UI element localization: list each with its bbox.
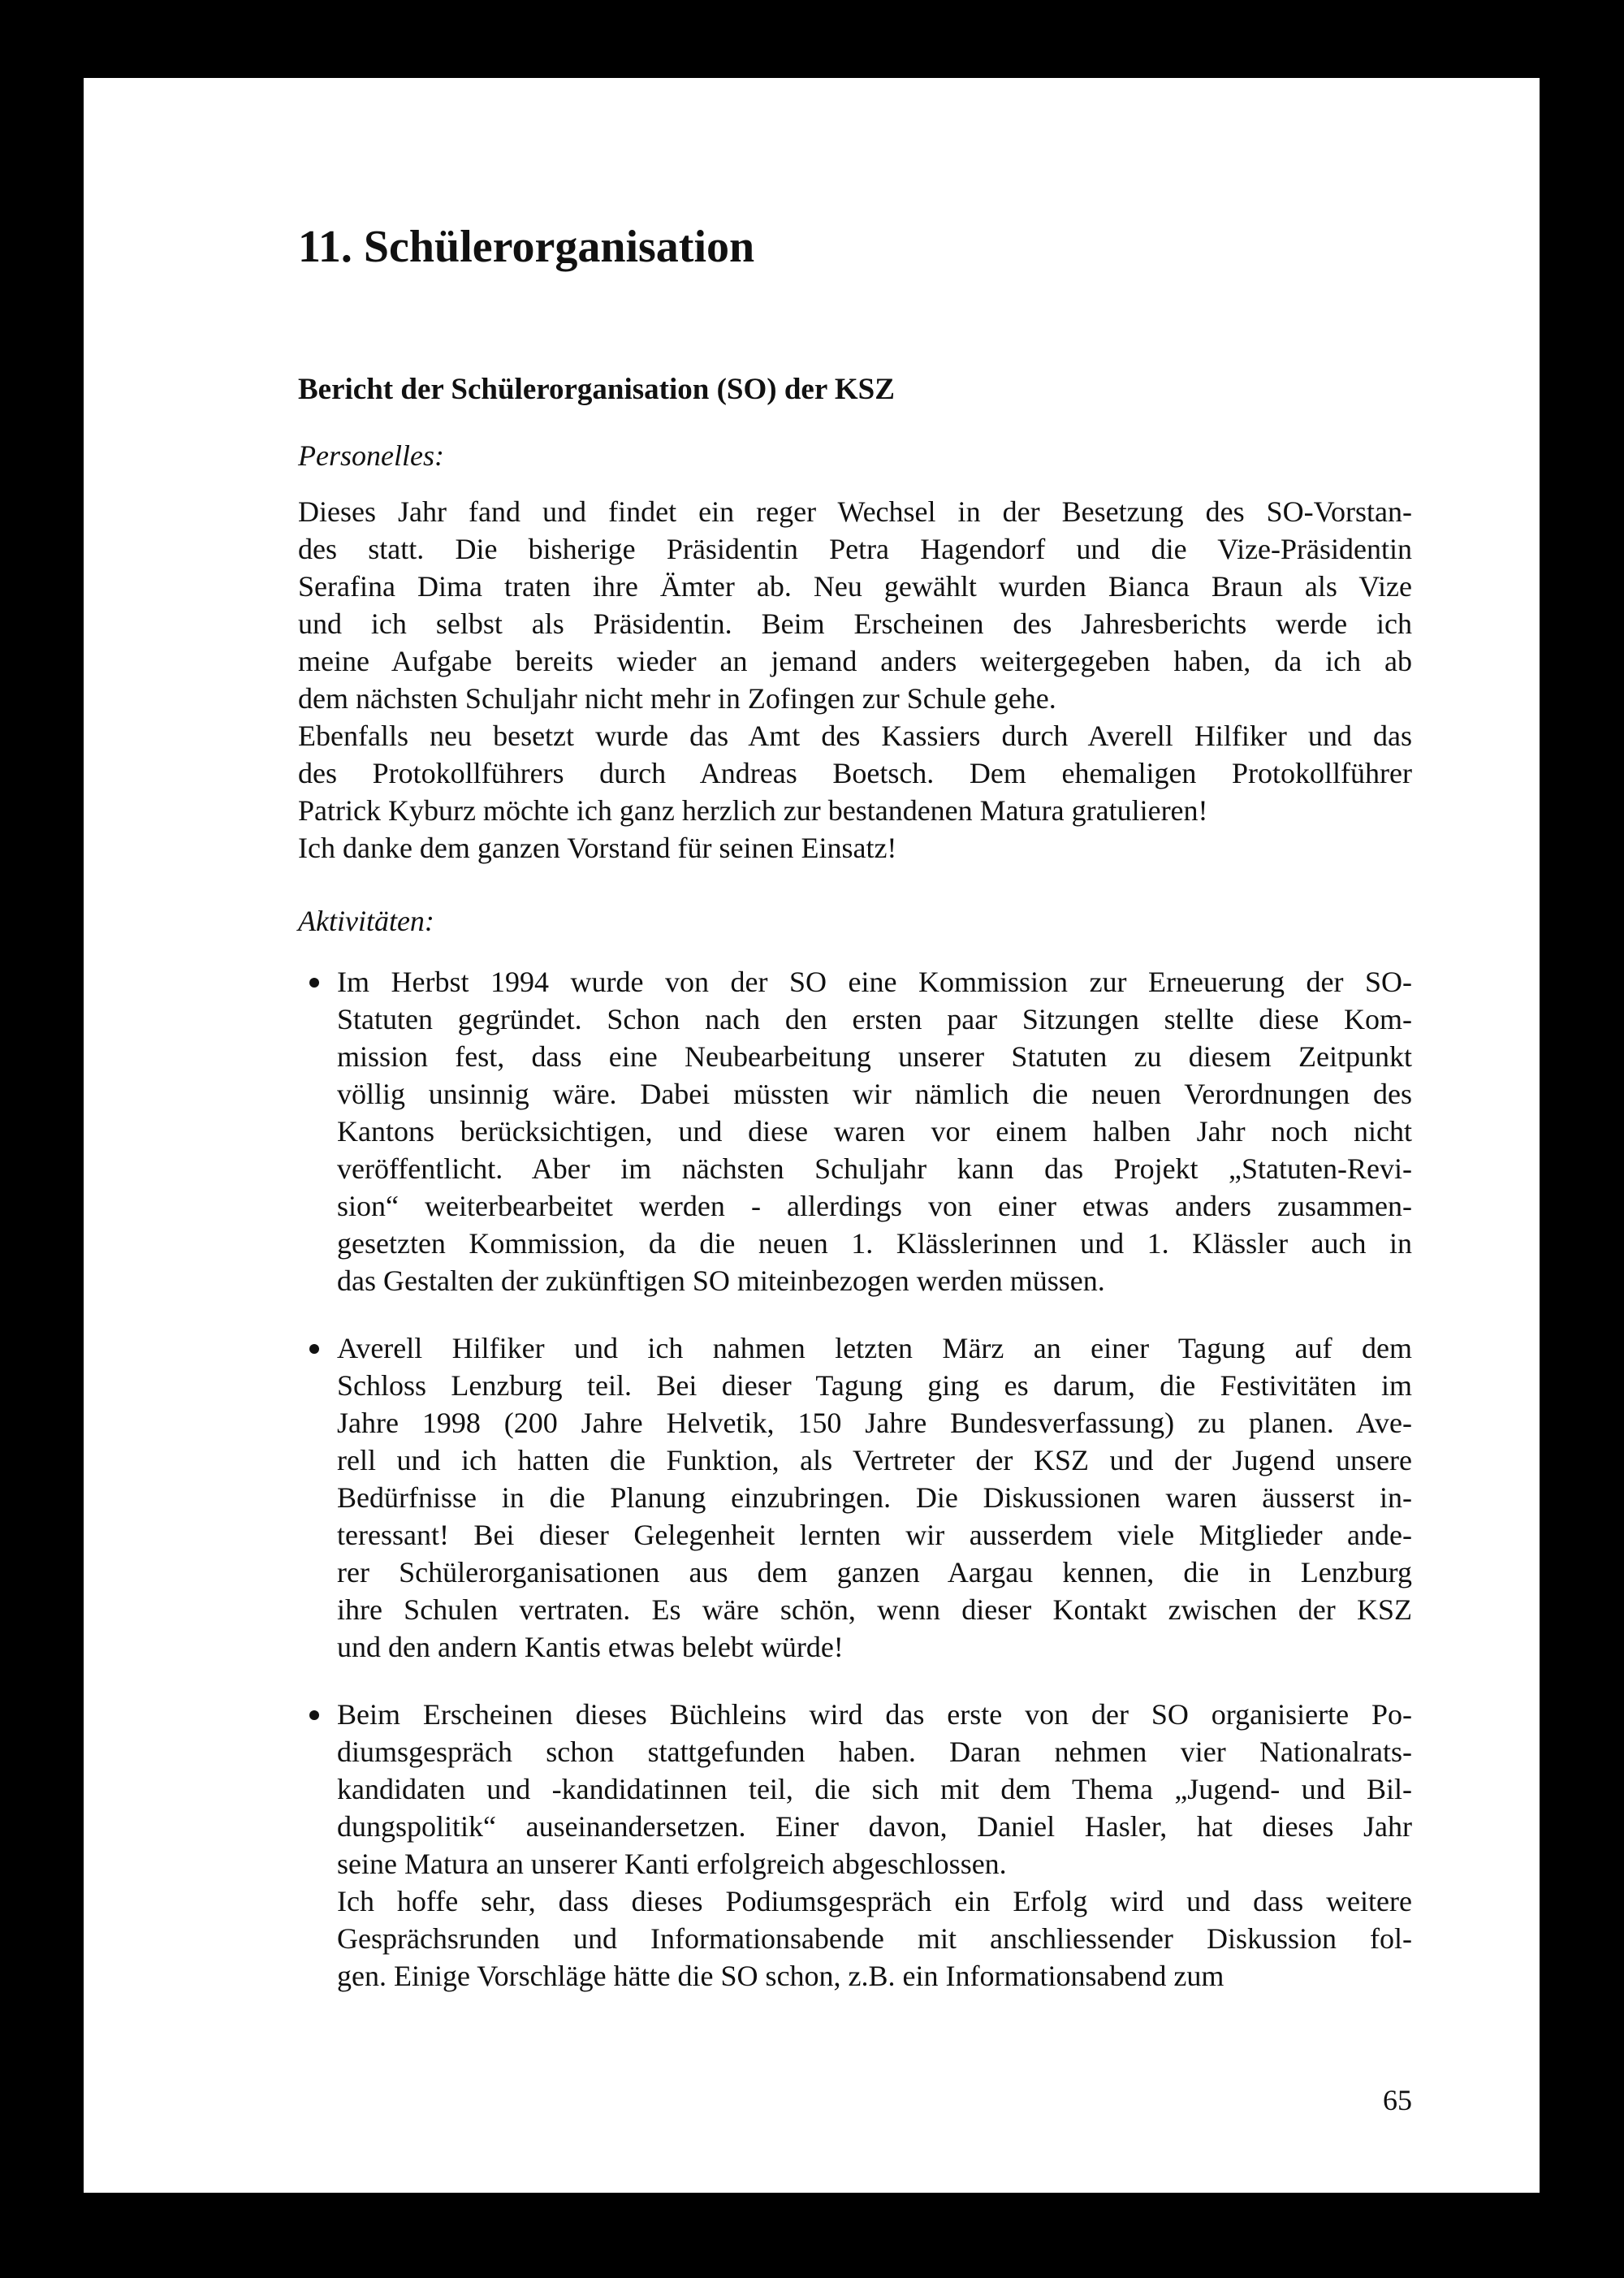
text-line: gesetzten Kommission, da die neuen 1. Klässlerinnen und 1. Klässler auch in [337, 1227, 1412, 1260]
text-line: kandidaten und -kandidatinnen teil, die sich mit dem Thema „Jugend- und Bil- [337, 1773, 1412, 1805]
personelles-paragraph [298, 493, 1412, 867]
bullet-item [337, 963, 1412, 1299]
text-line: Im Herbst 1994 wurde von der SO eine Kommission zur Erneuerung der SO- [337, 966, 1412, 998]
text-line: seine Matura an unserer Kanti erfolgreich abgeschlossen. [337, 1848, 1007, 1880]
text-line: völlig unsinnig wäre. Dabei müssten wir nämlich die neuen Verordnungen des [337, 1078, 1412, 1110]
text-line: das Gestalten der zukünftigen SO miteinbezogen werden müssen. [337, 1264, 1105, 1297]
text-line: und den andern Kantis etwas belebt würde! [337, 1631, 844, 1663]
text-line: Averell Hilfiker und ich nahmen letzten März an einer Tagung auf dem [337, 1332, 1412, 1364]
text-line: Jahre 1998 (200 Jahre Helvetik, 150 Jahre Bundesverfassung) zu planen. Ave- [337, 1407, 1412, 1439]
text-line: teressant! Bei dieser Gelegenheit lernten wir ausserdem viele Mitglieder ande- [337, 1519, 1412, 1551]
text-line: Patrick Kyburz möchte ich ganz herzlich zur bestandenen Matura gratulieren! [298, 794, 1208, 827]
text-line: mission fest, dass eine Neubearbeitung unserer Statuten zu diesem Zeitpunkt [337, 1040, 1412, 1073]
text-line: gen. Einige Vorschläge hätte die SO schon, z.B. ein Informationsabend zum [337, 1960, 1224, 1992]
text-line: Serafina Dima traten ihre Ämter ab. Neu gewählt wurden Bianca Braun als Vize [298, 570, 1412, 603]
chapter-title: 11. Schülerorganisation [298, 222, 755, 272]
text-line: meine Aufgabe bereits wieder an jemand anders weitergegeben haben, da ich ab [298, 645, 1412, 677]
text-line: Ebenfalls neu besetzt wurde das Amt des Kassiers durch Averell Hilfiker und das [298, 720, 1412, 752]
text-line: sion“ weiterbearbeitet werden - allerdings von einer etwas anders zusammen- [337, 1190, 1412, 1222]
text-line: Ich hoffe sehr, dass dieses Podiumsgespräch ein Erfolg wird und dass weitere [337, 1885, 1412, 1917]
text-line: rer Schülerorganisationen aus dem ganzen Aargau kennen, die in Lenzburg [337, 1556, 1412, 1589]
bullet-item [337, 1329, 1412, 1666]
bullet-icon [309, 978, 319, 988]
text-line: veröffentlicht. Aber im nächsten Schuljahr kann das Projekt „Statuten-Revi- [337, 1152, 1412, 1185]
text-line: Beim Erscheinen dieses Büchleins wird das erste von der SO organisierte Po- [337, 1698, 1412, 1731]
text-line: Ich danke dem ganzen Vorstand für seinen Einsatz! [298, 832, 897, 864]
text-line: des Protokollführers durch Andreas Boetsch. Dem ehemaligen Protokollführer [298, 757, 1412, 789]
page-number: 65 [1383, 2084, 1412, 2116]
text-line: diumsgespräch schon stattgefunden haben. Daran nehmen vier Nationalrats- [337, 1736, 1412, 1768]
text-line: Statuten gegründet. Schon nach den ersten paar Sitzungen stellte diese Kom- [337, 1003, 1412, 1035]
text-line: dem nächsten Schuljahr nicht mehr in Zofingen zur Schule gehe. [298, 682, 1056, 715]
text-line: und ich selbst als Präsidentin. Beim Erscheinen des Jahresberichts werde ich [298, 607, 1412, 640]
text-line: dungspolitik“ auseinandersetzen. Einer davon, Daniel Hasler, hat dieses Jahr [337, 1810, 1412, 1843]
text-line: Kantons berücksichtigen, und diese waren vor einem halben Jahr noch nicht [337, 1115, 1412, 1148]
text-line: Schloss Lenzburg teil. Bei dieser Tagung ging es darum, die Festivitäten im [337, 1369, 1412, 1402]
text-line: rell und ich hatten die Funktion, als Vertreter der KSZ und der Jugend unsere [337, 1444, 1412, 1476]
text-line: Bedürfnisse in die Planung einzubringen. Die Diskussionen waren äusserst in- [337, 1481, 1412, 1514]
bullet-icon [309, 1710, 319, 1720]
text-line: des statt. Die bisherige Präsidentin Petra Hagendorf und die Vize-Präsidentin [298, 533, 1412, 565]
text-line: Dieses Jahr fand und findet ein reger Wechsel in der Besetzung des SO-Vorstan- [298, 495, 1412, 528]
aktivitaeten-label: Aktivitäten: [298, 905, 434, 937]
text-line: ihre Schulen vertraten. Es wäre schön, wenn dieser Kontakt zwischen der KSZ [337, 1593, 1412, 1626]
personelles-label: Personelles: [298, 439, 444, 472]
text-line: Gesprächsrunden und Informationsabende mit anschliessender Diskussion fol- [337, 1922, 1412, 1955]
bullet-icon [309, 1344, 319, 1354]
bullet-item [337, 1696, 1412, 1995]
section-heading: Bericht der Schülerorganisation (SO) der KSZ [298, 373, 895, 406]
